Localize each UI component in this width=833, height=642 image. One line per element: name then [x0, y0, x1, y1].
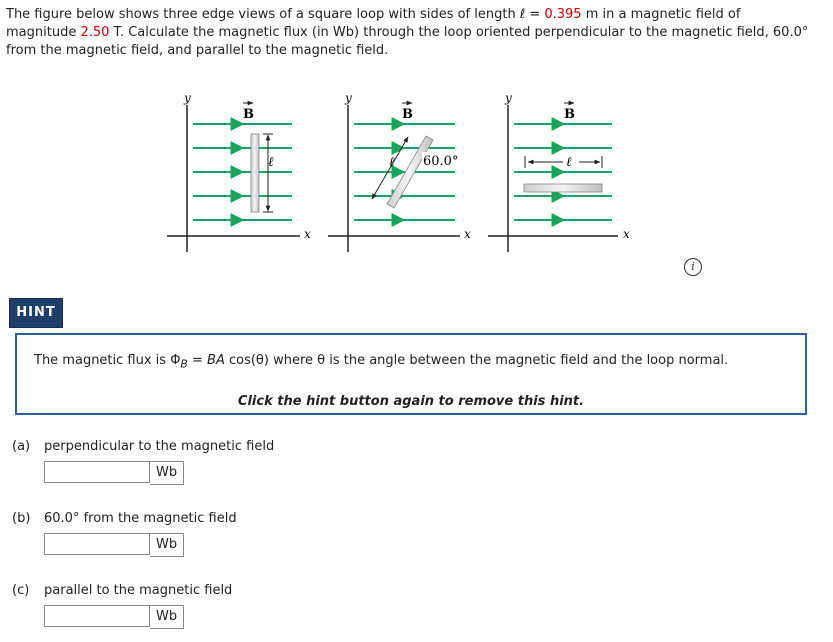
- hint-remove-text: Click the hint button again to remove this hint.: [237, 394, 585, 409]
- x-axis-label: x: [304, 227, 311, 241]
- panel-perpendicular: [167, 105, 300, 252]
- part-c-input[interactable]: [44, 605, 150, 627]
- hint-text: [34, 353, 728, 371]
- panel-parallel: [488, 105, 618, 252]
- part-label: (b): [12, 511, 31, 526]
- length-label: ℓ: [389, 155, 395, 170]
- hint-box: [15, 333, 807, 415]
- unit-label: Wb: [150, 533, 184, 557]
- y-axis-label: y: [184, 91, 191, 105]
- length-label: ℓ: [268, 155, 274, 170]
- panel-sixty-degrees: [328, 105, 460, 252]
- field-value: 2.50: [80, 25, 110, 40]
- unit-label: Wb: [150, 605, 184, 629]
- y-axis-label: y: [345, 91, 352, 105]
- hint-text-part: The magnetic flux is Φ: [34, 353, 181, 368]
- part-b-input[interactable]: [44, 533, 150, 555]
- x-axis-label: x: [623, 227, 630, 241]
- field-label: B: [402, 107, 413, 122]
- problem-text: T. Calculate the magnetic flux (in Wb) through the loop oriented perpendicular to the magnetic field, 60.0°: [109, 25, 809, 40]
- part-b-question: [12, 511, 237, 526]
- problem-text: The figure below shows three edge views of a square loop with sides of length ℓ =: [6, 7, 545, 22]
- angle-label: 60.0°: [423, 154, 459, 169]
- info-icon[interactable]: i: [684, 258, 702, 276]
- x-axis-label: x: [464, 227, 471, 241]
- hint-text-part: cos(θ) where θ is the angle between the magnetic field and the loop normal.: [224, 353, 729, 368]
- part-question: perpendicular to the magnetic field: [44, 439, 275, 454]
- hint-formula: BA: [207, 353, 225, 368]
- field-label: B: [243, 107, 254, 122]
- problem-line-3: from the magnetic field, and parallel to the magnetic field.: [6, 43, 389, 58]
- part-a-question: [12, 439, 274, 454]
- loop-figure: [0, 0, 833, 300]
- hint-text-part: =: [187, 353, 208, 368]
- length-value: 0.395: [544, 7, 582, 22]
- problem-text: m in a magnetic field of: [581, 7, 741, 22]
- part-c-question: [12, 583, 232, 598]
- part-question: 60.0° from the magnetic field: [44, 511, 237, 526]
- part-a-input[interactable]: [44, 461, 150, 483]
- problem-text: magnitude: [6, 25, 81, 40]
- part-label: (a): [12, 439, 31, 454]
- hint-button[interactable]: HINT: [9, 298, 63, 328]
- hint-subscript: B: [180, 357, 188, 371]
- field-label: B: [564, 107, 575, 122]
- part-question: parallel to the magnetic field: [44, 583, 233, 598]
- y-axis-label: y: [505, 91, 512, 105]
- unit-label: Wb: [150, 461, 184, 485]
- part-label: (c): [12, 583, 30, 598]
- length-label: ℓ: [566, 155, 572, 170]
